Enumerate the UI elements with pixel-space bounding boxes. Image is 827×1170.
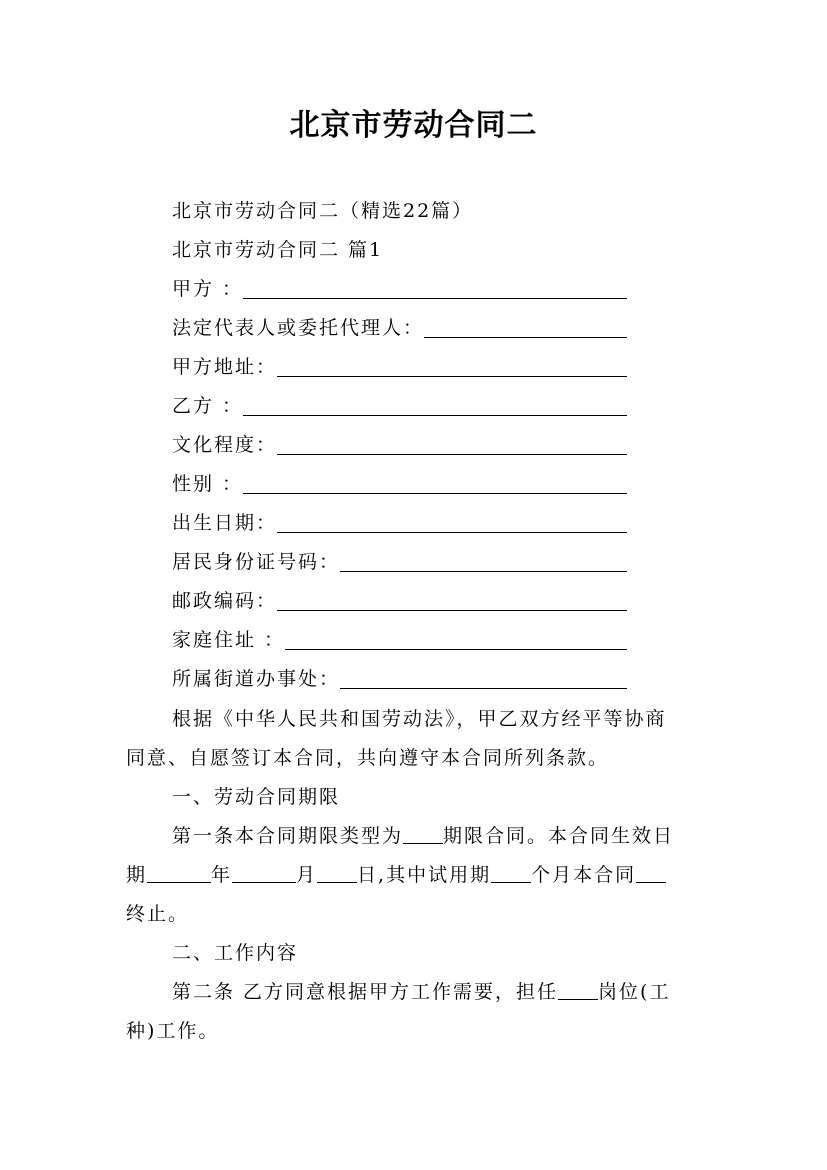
field-label: 性别 ： <box>172 473 244 495</box>
field-label: 文化程度： <box>172 434 278 456</box>
article-1-line-1 <box>172 823 674 849</box>
field-blank-line <box>277 356 627 377</box>
fill-blank <box>232 862 296 883</box>
field-blank-line <box>243 473 627 494</box>
article-text: 第二条 乙方同意根据甲方工作需要，担任 <box>172 981 559 1003</box>
field-label: 出生日期： <box>172 512 278 534</box>
article-text: 年 <box>211 864 233 886</box>
document-title: 北京市劳动合同二 <box>289 108 538 143</box>
article-1-line-2 <box>126 862 666 888</box>
field-label: 法定代表人或委托代理人： <box>172 317 425 339</box>
field-blank-line <box>285 629 627 650</box>
field-label: 家庭住址 ： <box>172 629 286 651</box>
field-blank-line <box>243 278 627 299</box>
field-party-a <box>172 276 627 302</box>
field-blank-line <box>277 434 627 455</box>
section-1-heading: 一、劳动合同期限 <box>172 786 341 808</box>
field-label: 甲方地址： <box>172 356 278 378</box>
fill-blank <box>147 862 211 883</box>
field-blank-line <box>340 551 627 572</box>
section-2-heading: 二、工作内容 <box>172 942 299 964</box>
field-blank-line <box>277 590 627 611</box>
field-blank-line <box>340 668 627 689</box>
field-id-number <box>172 549 627 575</box>
fill-blank <box>636 862 666 883</box>
field-subdistrict-office <box>172 666 627 692</box>
field-party-b <box>172 393 627 419</box>
article-text: 期 <box>126 864 148 886</box>
fill-blank <box>558 979 598 1000</box>
document-subtitle: 北京市劳动合同二（精选22篇） <box>172 200 474 222</box>
article-text: 期限合同。本合同生效日 <box>443 825 675 847</box>
article-2-line-1 <box>172 979 670 1005</box>
field-label: 乙方 ： <box>172 395 244 417</box>
field-label: 居民身份证号码： <box>172 551 341 573</box>
field-home-address <box>172 627 627 653</box>
field-education <box>172 432 627 458</box>
article-text: 月 <box>296 864 318 886</box>
field-birth-date <box>172 510 627 536</box>
field-blank-line <box>243 395 627 416</box>
field-blank-line <box>424 317 627 338</box>
field-label: 甲方 ： <box>172 278 244 300</box>
article-text: 个月本合同 <box>531 864 637 886</box>
preamble-line: 同意、自愿签订本合同，共向遵守本合同所列条款。 <box>126 747 610 769</box>
field-party-a-address <box>172 354 627 380</box>
article-text: 日,其中试用期 <box>357 864 492 886</box>
field-postal-code <box>172 588 627 614</box>
field-label: 所属街道办事处： <box>172 668 341 690</box>
section-heading: 北京市劳动合同二 篇1 <box>172 239 384 261</box>
field-label: 邮政编码： <box>172 590 278 612</box>
field-blank-line <box>277 512 627 533</box>
fill-blank <box>491 862 531 883</box>
field-gender <box>172 471 627 497</box>
fill-blank <box>403 823 443 844</box>
field-legal-representative <box>172 315 627 341</box>
article-2-line-2: 种)工作。 <box>126 1020 220 1042</box>
article-1-line-3: 终止。 <box>126 903 190 925</box>
article-text: 第一条本合同期限类型为 <box>172 825 404 847</box>
preamble-line: 根据《中华人民共和国劳动法》，甲乙双方经平等协商 <box>172 708 667 730</box>
fill-blank <box>317 862 357 883</box>
article-text: 岗位(工 <box>598 981 671 1003</box>
